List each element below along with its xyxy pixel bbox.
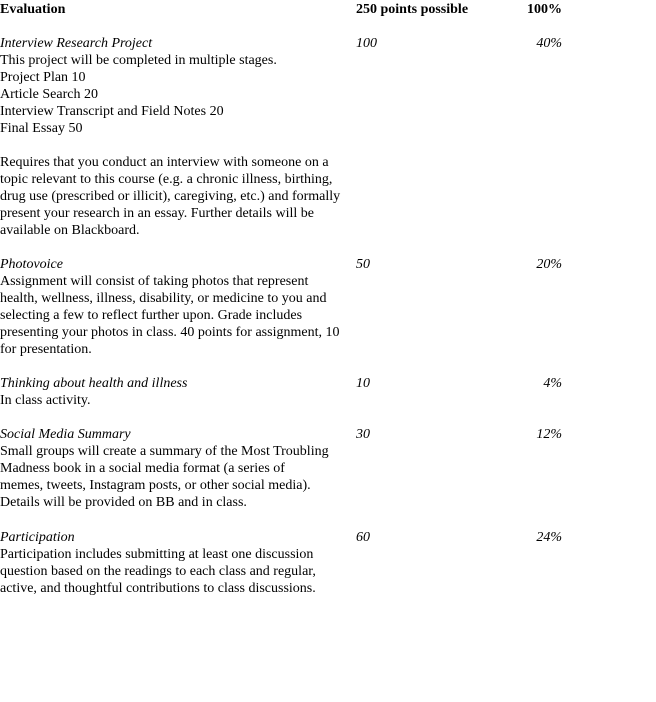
item-title: Photovoice <box>0 257 63 272</box>
item-line: Madness book in a social media format (a series of <box>0 461 285 476</box>
item-percent: 20% <box>536 257 562 272</box>
item-line: health, wellness, illness, disability, or medicine to you and <box>0 291 327 306</box>
item-line: Assignment will consist of taking photos that represent <box>0 274 309 289</box>
item-description <box>0 529 360 597</box>
header-percent: 100% <box>527 2 562 17</box>
header-points-possible: 250 points possible <box>356 2 469 17</box>
item-line: question based on the readings to each class and regular, <box>0 564 316 579</box>
item-line: active, and thoughtful contributions to class discussions. <box>0 581 316 596</box>
item-line: memes, tweets, Instagram posts, or other social media). <box>0 478 311 493</box>
item-line: Final Essay 50 <box>0 121 83 136</box>
item-title: Thinking about health and illness <box>0 376 188 391</box>
item-percent: 40% <box>536 36 562 51</box>
item-description <box>0 426 360 511</box>
item-description <box>0 35 360 239</box>
item-line: This project will be completed in multiple stages. <box>0 53 277 68</box>
item-line: Article Search 20 <box>0 87 98 102</box>
item-line: Project Plan 10 <box>0 70 86 85</box>
item-percent: 12% <box>536 427 562 442</box>
item-line: present your research in an essay. Further details will be <box>0 206 314 221</box>
item-title: Interview Research Project <box>0 36 153 51</box>
item-line: In class activity. <box>0 393 91 408</box>
item-line: selecting a few to reflect further upon. Grade includes <box>0 308 303 323</box>
item-title: Participation <box>0 530 75 545</box>
item-points: 100 <box>356 36 377 51</box>
header-evaluation: Evaluation <box>0 2 66 17</box>
item-points: 50 <box>356 257 370 272</box>
item-description <box>0 256 360 358</box>
item-points: 30 <box>356 427 370 442</box>
item-percent: 24% <box>536 530 562 545</box>
item-line: Interview Transcript and Field Notes 20 <box>0 104 224 119</box>
item-title: Social Media Summary <box>0 427 131 442</box>
item-points: 10 <box>356 376 370 391</box>
item-points: 60 <box>356 530 370 545</box>
item-line: presenting your photos in class. 40 points for assignment, 10 <box>0 325 340 340</box>
item-line: drug use (prescribed or illicit), caregiving, etc.) and formally <box>0 189 341 204</box>
item-line: Small groups will create a summary of the Most Troubling <box>0 444 329 459</box>
item-line: for presentation. <box>0 342 92 357</box>
item-line: available on Blackboard. <box>0 223 140 238</box>
item-line: Details will be provided on BB and in class. <box>0 495 247 510</box>
item-line: topic relevant to this course (e.g. a chronic illness, birthing, <box>0 172 333 187</box>
item-description <box>0 375 360 409</box>
item-percent: 4% <box>543 376 562 391</box>
item-line: Participation includes submitting at least one discussion <box>0 547 314 562</box>
item-line: Requires that you conduct an interview with someone on a <box>0 155 329 170</box>
